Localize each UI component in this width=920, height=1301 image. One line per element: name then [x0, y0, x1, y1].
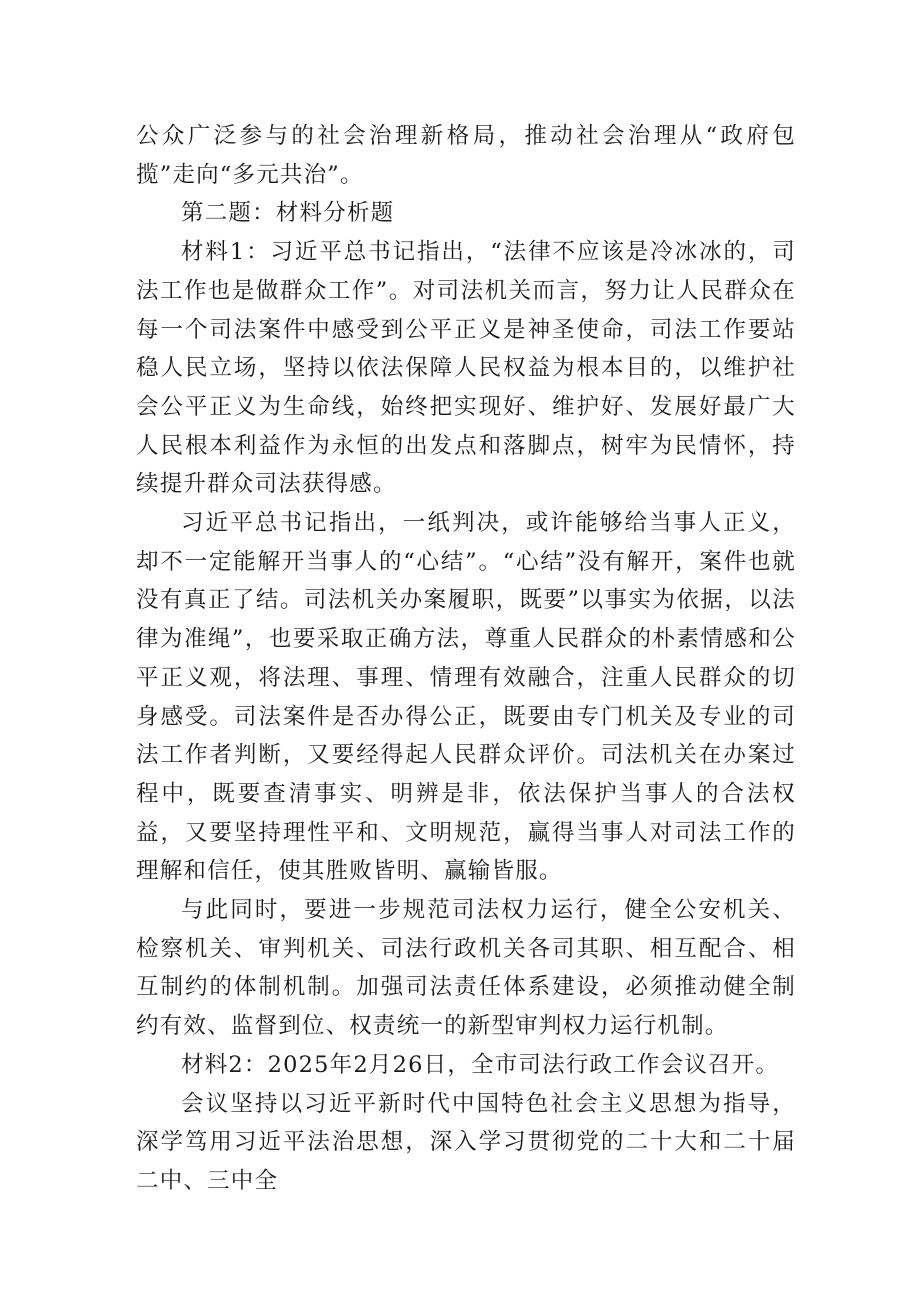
- body-paragraph: 与此同时，要进一步规范司法权力运行，健全公安机关、检察机关、审判机关、司法行政机关各司其职、相互配合、相互制约的体制机制。加强司法责任体系建设，必须推动健全制约有效、监督到位、权责统一的新型审判权力运行机制。: [136, 897, 796, 1040]
- body-paragraph: 会议坚持以习近平新时代中国特色社会主义思想为指导，深学笃用习近平法治思想，深入学习贯彻党的二十大和二十届二中、三中全: [136, 1090, 796, 1194]
- document-body: [136, 117, 796, 1201]
- material-2-paragraph: 材料2：2025年2月26日，全市司法行政工作会议召开。: [181, 1051, 780, 1078]
- body-paragraph: 习近平总书记指出，一纸判决，或许能够给当事人正义，却不一定能解开当事人的“心结”。“心结”没有解开，案件也就没有真正了结。司法机关办案履职，既要”以事实为依据，以法律为准绳”，也要采取正确方法，尊重人民群众的朴素情感和公平正义观，将法理、事理、情理有效融合，注重人民群众的切身感受。司法案件是否办得公正，既要由专门机关及专业的司法工作者判断，又要经得起人民群众评价。司法机关在办案过程中，既要查清事实、明辨是非，依法保护当事人的合法权益，又要坚持理性平和、文明规范，赢得当事人对司法工作的理解和信任，使其胜败皆明、赢输皆服。: [136, 510, 796, 885]
- paragraph-continuation: 公众广泛参与的社会治理新格局，推动社会治理从“政府包揽”走向“多元共治”。: [136, 123, 796, 188]
- material-1-paragraph: 材料1：习近平总书记指出，“法律不应该是冷冰冰的，司法工作也是做群众工作”。对司法机关而言，努力让人民群众在每一个司法案件中感受到公平正义是神圣使命，司法工作要站稳人民立场，坚持以依法保障人民权益为根本目的，以维护社会公平正义为生命线，始终把实现好、维护好、发展好最广大人民根本利益作为永恒的出发点和落脚点，树牢为民情怀，持续提升群众司法获得感。: [136, 239, 796, 498]
- section-heading: 第二题：材料分析题: [181, 200, 395, 227]
